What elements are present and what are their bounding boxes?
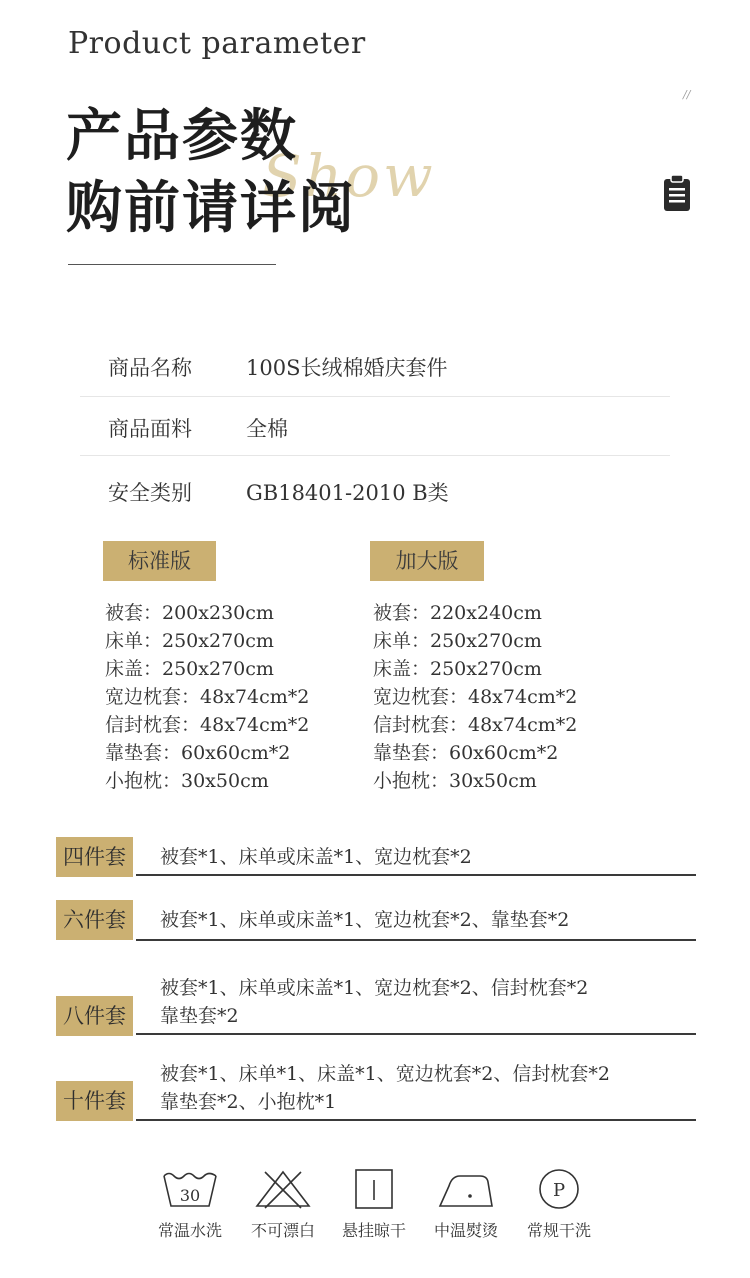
set-contents-10-line1: 被套*1、床单*1、床盖*1、宽边枕套*2、信封枕套*2 xyxy=(160,1063,610,1085)
spec-item: 床盖：250x270cm xyxy=(373,658,542,680)
care-wash xyxy=(144,1168,236,1241)
care-label: 悬挂晾干 xyxy=(341,1221,406,1240)
spec-item: 信封枕套：48x74cm*2 xyxy=(373,714,578,736)
set-contents-10-line2: 靠垫套*2、小抱枕*1 xyxy=(160,1091,337,1113)
spec-item: 宽边枕套：48x74cm*2 xyxy=(105,686,310,708)
set-divider xyxy=(136,939,696,941)
hang-dry-icon xyxy=(344,1168,404,1210)
spec-item: 小抱枕：30x50cm xyxy=(105,770,269,792)
spec-item: 被套：200x230cm xyxy=(105,602,274,624)
spec-item: 床盖：250x270cm xyxy=(105,658,274,680)
script-watermark: Show xyxy=(262,142,436,210)
param-row-fabric xyxy=(80,395,670,457)
header-divider xyxy=(68,264,276,265)
param-row-safety xyxy=(80,459,670,521)
param-value: 全棉 xyxy=(246,417,288,441)
version-badge-standard: 标准版 xyxy=(103,541,216,581)
no-bleach-icon xyxy=(253,1168,313,1210)
param-label: 商品名称 xyxy=(108,356,192,380)
care-label: 常规干洗 xyxy=(526,1221,591,1240)
set-divider xyxy=(136,874,696,876)
set-badge-8: 八件套 xyxy=(56,996,133,1036)
page-title-line1: 产品参数 xyxy=(66,103,298,169)
set-badge-4: 四件套 xyxy=(56,837,133,877)
param-row-name xyxy=(80,334,670,396)
care-label: 不可漂白 xyxy=(250,1221,315,1240)
iron-medium-icon xyxy=(436,1168,496,1210)
set-badge-10: 十件套 xyxy=(56,1081,133,1121)
care-label: 常温水洗 xyxy=(157,1221,222,1240)
spec-item: 宽边枕套：48x74cm*2 xyxy=(373,686,578,708)
param-label: 商品面料 xyxy=(108,417,192,441)
spec-list-large xyxy=(373,599,577,795)
spec-item: 靠垫套：60x60cm*2 xyxy=(373,742,559,764)
page-title-line2: 购前请详阅 xyxy=(66,175,356,241)
english-title: Product parameter xyxy=(68,26,366,61)
care-dry-clean xyxy=(513,1168,605,1241)
care-hang-dry xyxy=(328,1168,420,1241)
wash-30-icon xyxy=(160,1168,220,1210)
spec-item: 靠垫套：60x60cm*2 xyxy=(105,742,291,764)
version-badge-large: 加大版 xyxy=(370,541,484,581)
set-contents-4: 被套*1、床单或床盖*1、宽边枕套*2 xyxy=(160,846,472,868)
set-divider xyxy=(136,1119,696,1121)
set-divider xyxy=(136,1033,696,1035)
wash-temp: 30 xyxy=(179,1186,201,1205)
care-bleach xyxy=(237,1168,329,1241)
dry-clean-letter: P xyxy=(552,1180,566,1201)
dry-clean-icon xyxy=(529,1168,589,1210)
decorative-mark: // xyxy=(683,88,691,101)
clipboard-icon xyxy=(662,174,692,212)
set-contents-8-line2: 靠垫套*2 xyxy=(160,1005,239,1027)
spec-item: 信封枕套：48x74cm*2 xyxy=(105,714,310,736)
param-label: 安全类别 xyxy=(108,481,192,505)
set-contents-8-line1: 被套*1、床单或床盖*1、宽边枕套*2、信封枕套*2 xyxy=(160,977,589,999)
set-contents-6: 被套*1、床单或床盖*1、宽边枕套*2、靠垫套*2 xyxy=(160,909,570,931)
spec-list-standard xyxy=(105,599,309,795)
param-value: GB18401-2010 B类 xyxy=(246,481,449,505)
set-badge-6: 六件套 xyxy=(56,900,133,940)
care-label: 中温熨烫 xyxy=(433,1221,498,1240)
spec-item: 小抱枕：30x50cm xyxy=(373,770,537,792)
spec-item: 被套：220x240cm xyxy=(373,602,542,624)
care-iron xyxy=(420,1168,512,1241)
spec-item: 床单：250x270cm xyxy=(105,630,274,652)
spec-item: 床单：250x270cm xyxy=(373,630,542,652)
param-value: 100S长绒棉婚庆套件 xyxy=(246,356,448,380)
row-divider xyxy=(80,455,670,456)
